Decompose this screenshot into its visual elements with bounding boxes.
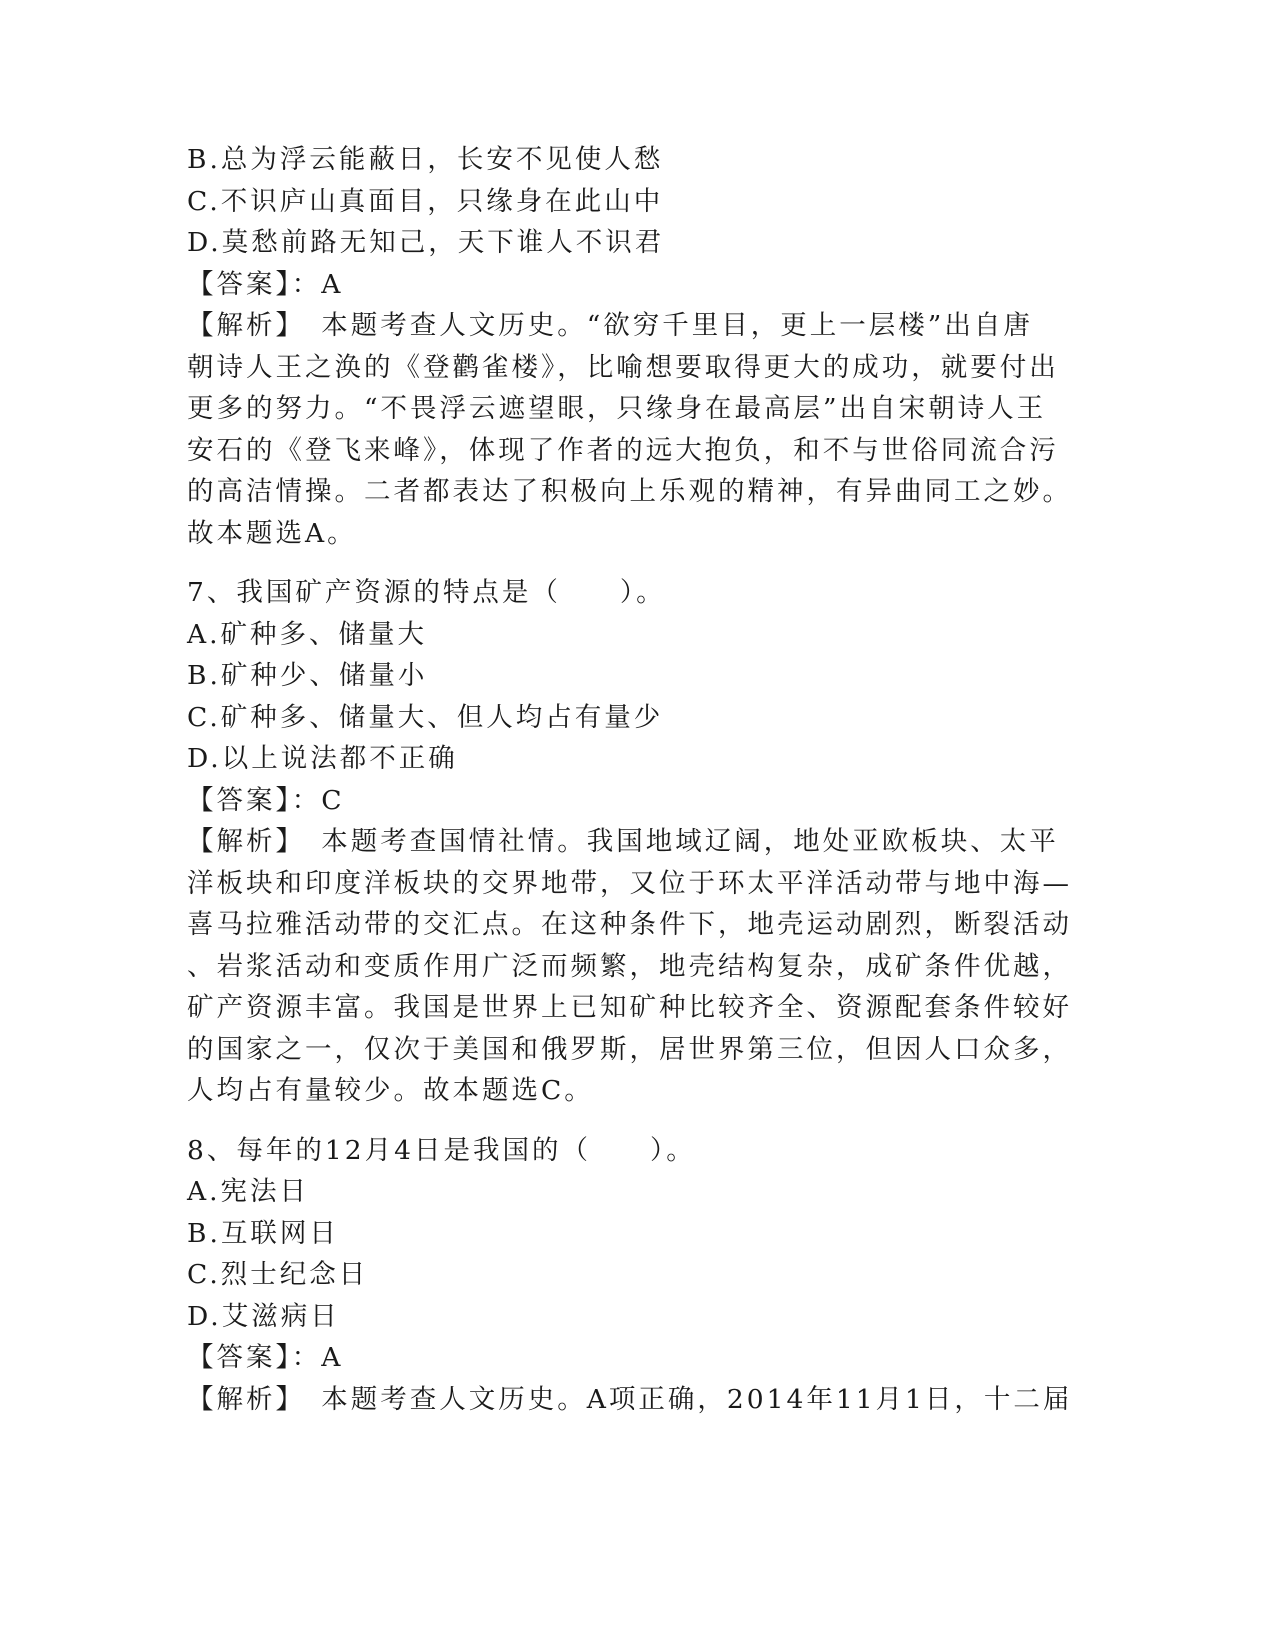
q8-question: 8、每年的12月4日是我国的（ ）。 bbox=[187, 1135, 696, 1166]
q7-question: 7、我国矿产资源的特点是（ ）。 bbox=[187, 577, 666, 608]
q6-analysis-line-2: 朝诗人王之涣的《登鹳雀楼》，比喻想要取得更大的成功，就要付出 bbox=[187, 352, 1059, 383]
q6-option-b: B.总为浮云能蔽日，长安不见使人愁 bbox=[187, 144, 664, 175]
q7-option-c: C.矿种多、储量大、但人均占有量少 bbox=[187, 702, 664, 733]
q7-analysis-line-7: 人均占有量较少。故本题选C。 bbox=[187, 1075, 594, 1106]
q7-option-a: A.矿种多、储量大 bbox=[187, 619, 428, 650]
q8-option-d: D.艾滋病日 bbox=[187, 1301, 340, 1332]
q7-analysis-line-4: 、岩浆活动和变质作用广泛而频繁，地壳结构复杂，成矿条件优越， bbox=[187, 951, 1072, 982]
q6-analysis-line-5: 的高洁情操。二者都表达了积极向上乐观的精神，有异曲同工之妙。 bbox=[187, 476, 1072, 507]
q8-answer: 【答案】：A bbox=[187, 1342, 344, 1373]
q7-analysis-line-6: 的国家之一，仅次于美国和俄罗斯，居世界第三位，但因人口众多， bbox=[187, 1034, 1072, 1065]
q7-option-b: B.矿种少、储量小 bbox=[187, 660, 428, 691]
q6-answer: 【答案】：A bbox=[187, 269, 344, 300]
q6-analysis-line-4: 安石的《登飞来峰》，体现了作者的远大抱负，和不与世俗同流合污 bbox=[187, 435, 1059, 466]
q6-option-c: C.不识庐山真面目，只缘身在此山中 bbox=[187, 186, 664, 217]
q6-analysis-line-1: 【解析】 本题考查人文历史。“欲穷千里目，更上一层楼”出自唐 bbox=[187, 310, 1033, 341]
q6-option-d: D.莫愁前路无知己，天下谁人不识君 bbox=[187, 227, 665, 258]
q8-option-c: C.烈士纪念日 bbox=[187, 1259, 369, 1290]
q7-analysis-line-3: 喜马拉雅活动带的交汇点。在这种条件下，地壳运动剧烈，断裂活动 bbox=[187, 909, 1072, 940]
q7-analysis-line-2: 洋板块和印度洋板块的交界地带，又位于环太平洋活动带与地中海— bbox=[187, 868, 1072, 899]
q6-analysis-line-6: 故本题选A。 bbox=[187, 518, 357, 549]
q7-option-d: D.以上说法都不正确 bbox=[187, 743, 458, 774]
q8-option-a: A.宪法日 bbox=[187, 1176, 310, 1207]
q7-answer: 【答案】：C bbox=[187, 785, 345, 816]
q8-option-b: B.互联网日 bbox=[187, 1218, 339, 1249]
q7-analysis-line-5: 矿产资源丰富。我国是世界上已知矿种比较齐全、资源配套条件较好 bbox=[187, 992, 1072, 1023]
q8-analysis-line-1: 【解析】 本题考查人文历史。A项正确，2014年11月1日，十二届 bbox=[187, 1384, 1073, 1415]
q6-analysis-line-3: 更多的努力。“不畏浮云遮望眼，只缘身在最高层”出自宋朝诗人王 bbox=[187, 393, 1047, 424]
q7-analysis-line-1: 【解析】 本题考查国情社情。我国地域辽阔，地处亚欧板块、太平 bbox=[187, 826, 1059, 857]
